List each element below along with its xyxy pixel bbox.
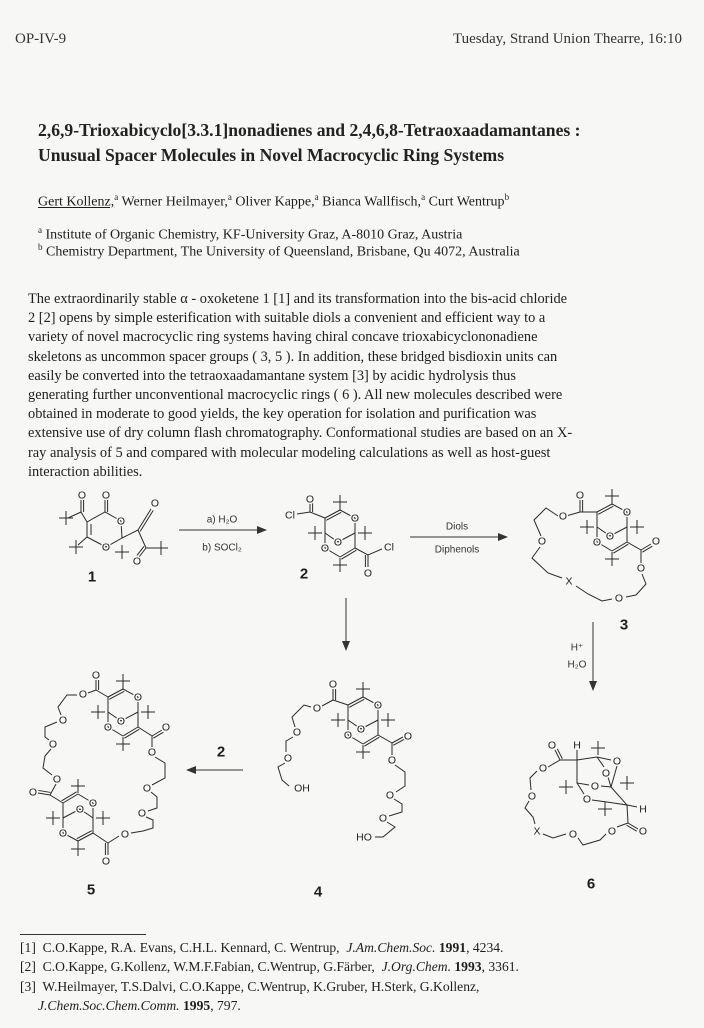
compound-label-4: 4: [313, 883, 323, 901]
atom-label-o: O: [592, 536, 602, 549]
ref-year: 1995: [183, 997, 211, 1013]
ref-page: , 797.: [210, 997, 241, 1013]
compound-label-5: 5: [86, 881, 96, 899]
atom-label-o: O: [305, 493, 315, 506]
reference-item: [20, 977, 519, 1016]
double-bond: [628, 823, 638, 829]
atom-label-o: O: [91, 669, 101, 682]
bond: [611, 766, 617, 787]
bond: [278, 763, 289, 786]
atom-label-o: O: [350, 512, 360, 525]
author-affil: b: [504, 192, 510, 202]
atom-label-o: O: [320, 542, 330, 555]
abstract-line: ray analysis of 5 and compared with molecular modeling calculations as well as host-guest: [28, 444, 551, 461]
bond: [138, 727, 152, 736]
bond: [543, 834, 566, 838]
bond: [50, 795, 63, 803]
footnote-divider: [20, 934, 146, 935]
abstract-line: easily be converted into the tetraoxaadamantane system [3] by acidic hydrolysis thus: [28, 367, 516, 384]
bond: [45, 722, 57, 740]
title-line-2: Unusual Spacer Molecules in Novel Macrocyclic Ring Systems: [38, 145, 505, 165]
author-affil: a: [421, 192, 426, 202]
atom-label-x: X: [565, 575, 573, 588]
bond: [626, 574, 646, 597]
atom-label-o: O: [538, 762, 548, 775]
atom-label-o: O: [537, 535, 547, 548]
bond: [152, 757, 165, 785]
atom-label-o: O: [605, 530, 615, 543]
atom-label-o: O: [582, 793, 592, 806]
atom-label-o: O: [48, 738, 58, 751]
abstract-line: extensive use of dry column flash chromatography. Conformational studies are based on an X-: [28, 425, 573, 442]
ref-number: [3]: [20, 978, 36, 994]
bond: [389, 799, 402, 816]
atom-label-o: O: [147, 746, 157, 759]
atom-label-x: X: [533, 825, 541, 838]
atom-label-o: O: [116, 715, 126, 728]
ref-year: 1991: [438, 940, 467, 955]
atom-label-o: O: [378, 812, 388, 825]
affil-mark: a: [38, 225, 42, 235]
bond: [577, 783, 584, 794]
bond: [68, 512, 81, 518]
atom-label-h: H: [573, 739, 581, 752]
abstract-line: variety of novel macrocyclic ring systems having chiral concave trioxabicyclononadiene: [28, 329, 538, 346]
bond: [50, 784, 56, 795]
author-name: Gert Kollenz,: [38, 194, 115, 210]
atom-label-o: O: [614, 592, 624, 605]
ref-journal: J.Am.Chem.Soc.: [346, 940, 436, 955]
author-name: Curt Wentrup: [428, 194, 505, 210]
double-bond: [555, 750, 560, 760]
double-bond: [138, 509, 151, 530]
double-bond: [38, 790, 50, 792]
bond: [96, 690, 108, 697]
bond: [88, 690, 96, 693]
atom-label-o: O: [133, 691, 143, 704]
author-affil: a: [227, 192, 232, 202]
reagent-water: H₂O: [567, 659, 587, 671]
atom-label-o: O: [601, 767, 611, 780]
atom-label-o: O: [607, 825, 617, 838]
reagent-diphenols: Diphenols: [434, 544, 480, 556]
atom-label-o: O: [142, 782, 152, 795]
bond: [78, 537, 87, 545]
bond: [297, 512, 325, 518]
bond: [548, 760, 560, 767]
ref-number: [1]: [20, 940, 36, 955]
atom-label-o: O: [75, 803, 85, 816]
atom-label-o: O: [132, 555, 142, 568]
double-bond: [152, 730, 162, 736]
bond: [58, 695, 77, 715]
reference-item: [20, 938, 519, 957]
atom-label-o: O: [150, 497, 160, 510]
reference-list: [20, 938, 519, 1015]
ref-page: , 4234.: [466, 940, 504, 955]
atom-label-o: O: [116, 515, 126, 528]
ref-year: 1993: [454, 959, 482, 975]
ref-authors: C.O.Kappe, R.A. Evans, C.H.L. Kennard, C. Wentrup,: [42, 940, 340, 955]
bond: [530, 771, 537, 790]
atom-label-o: O: [343, 729, 353, 742]
bond: [43, 749, 52, 775]
atom-label-o: O: [58, 827, 68, 840]
bond: [138, 530, 146, 548]
author-affil: a: [114, 192, 119, 202]
atom-label-o: O: [28, 786, 38, 799]
bond: [93, 833, 108, 843]
abstract-line: generating further unconventional macrocyclic rings ( 6 ). All new molecules described were: [28, 387, 563, 404]
session-schedule: Tuesday, Strand Union Thearre, 16:10: [453, 31, 682, 47]
atom-label-o: O: [638, 825, 648, 838]
atom-label-o: O: [161, 721, 171, 734]
atom-label-o: O: [385, 789, 395, 802]
double-bond: [627, 825, 637, 831]
compound-label-6: 6: [586, 875, 596, 893]
atom-label-o: O: [575, 489, 585, 502]
author-affil: a: [314, 192, 319, 202]
atom-label-o: O: [101, 855, 111, 868]
bond: [395, 765, 405, 792]
atom-label-o: O: [77, 489, 87, 502]
author-name: Oliver Kappe,: [235, 194, 315, 210]
bond: [577, 760, 589, 785]
reagent-socl2: b) SOCl₂: [202, 542, 242, 554]
bond: [576, 586, 612, 601]
bond: [627, 542, 641, 550]
bond: [534, 508, 558, 536]
abstract-line: obtained in moderate to good yields, the key operation for isolation and purification was: [28, 406, 537, 423]
atom-label-o: O: [547, 739, 557, 752]
ref-journal: J.Org.Chem.: [381, 959, 451, 975]
atom-label-o: O: [387, 754, 397, 767]
reagent-acid: H⁺: [570, 642, 584, 654]
atom-label-o: O: [137, 807, 147, 820]
atom-label-o: O: [558, 510, 568, 523]
bond: [532, 547, 562, 578]
author-name: Bianca Wallfisch,: [322, 194, 422, 210]
bond: [122, 530, 138, 538]
bond: [108, 836, 119, 843]
bond: [81, 512, 87, 522]
bond: [148, 792, 157, 811]
atom-label-o: O: [78, 688, 88, 701]
affil-text: Chemistry Department, The University of Queensland, Brisbane, Qu 4072, Australia: [46, 244, 520, 260]
atom-label-o: O: [312, 702, 322, 715]
affil-text: Institute of Organic Chemistry, KF-University Graz, A-8010 Graz, Austria: [45, 227, 463, 243]
bond: [617, 823, 628, 827]
compound-label-1: 1: [87, 568, 97, 586]
atom-label-o: O: [373, 699, 383, 712]
atom-label-o: O: [356, 723, 366, 736]
reference-item: [20, 957, 519, 976]
atom-label-o: O: [58, 714, 68, 727]
bond: [286, 737, 293, 752]
bond: [578, 834, 606, 845]
atom-label-oh: OH: [294, 782, 310, 795]
atom-label-o: O: [52, 773, 62, 786]
abstract-line: The extraordinarily stable α - oxoketene 1 [1] and its transformation into the bis-acid chloride: [28, 291, 568, 307]
ref-authors: C.O.Kappe, G.Kollenz, W.M.F.Fabian, C.Wentrup, G.Färber,: [42, 959, 375, 975]
atom-label-o: O: [590, 780, 600, 793]
double-bond: [557, 749, 562, 759]
compound-label-2: 2: [299, 565, 309, 583]
affil-mark: b: [38, 242, 43, 252]
double-bond: [393, 739, 404, 745]
bond: [566, 512, 580, 516]
atom-label-cl: Cl: [285, 509, 295, 522]
bond: [577, 757, 611, 760]
reagent-h2o: a) H₂O: [206, 514, 238, 526]
bond: [333, 700, 348, 705]
abstract-line: 2 [2] opens by simple esterification with suitable diols a convenient and efficient way to a: [28, 310, 546, 327]
atom-label-o: O: [333, 536, 343, 549]
abstract-line: skeletons as uncommon spacer groups ( 3, 5 ). In addition, these bridged bisdioxin units can: [28, 348, 558, 365]
atom-label-o: O: [103, 721, 113, 734]
abstract-line: interaction abilities.: [28, 463, 143, 480]
atom-label-h: H: [639, 803, 647, 816]
ref-authors: W.Heilmayer, T.S.Dalvi, C.O.Kappe, C.Wentrup, K.Gruber, H.Sterk, G.Kollenz,: [42, 978, 480, 994]
bond: [525, 801, 535, 824]
bond: [627, 805, 628, 823]
atom-label-cl: Cl: [384, 541, 394, 554]
atom-label-o: O: [88, 797, 98, 810]
atom-label-ho: HO: [356, 831, 372, 844]
compound-label-3: 3: [619, 616, 629, 634]
atom-label-o: O: [363, 567, 373, 580]
atom-label-o: O: [101, 541, 111, 554]
double-bond: [642, 546, 652, 552]
ref-page: , 3361.: [481, 959, 519, 975]
double-bond: [140, 510, 153, 531]
atom-label-o: O: [292, 726, 302, 739]
ref-number: [2]: [20, 959, 36, 975]
bond: [378, 735, 392, 743]
atom-label-o: O: [612, 755, 622, 768]
atom-label-o: O: [283, 752, 293, 765]
double-bond: [38, 793, 50, 795]
double-bond: [641, 544, 651, 550]
atom-label-o: O: [328, 678, 338, 691]
ref-journal: J.Chem.Soc.Chem.Comm.: [38, 997, 180, 1013]
bond: [322, 700, 333, 706]
atom-label-o: O: [527, 790, 537, 803]
title-line-1: 2,6,9-Trioxabicyclo[3.3.1]nonadienes and 2,4,6,8-Tetraoxaadamantanes :: [38, 120, 581, 140]
atom-label-o: O: [568, 828, 578, 841]
session-code: OP-IV-9: [15, 31, 67, 47]
reagent-diols: Diols: [445, 521, 469, 533]
bond: [627, 805, 637, 807]
atom-label-o: O: [403, 730, 413, 743]
bond: [355, 548, 382, 555]
atom-label-o: O: [636, 562, 646, 575]
bond: [292, 705, 311, 727]
author-name: Werner Heilmayer,: [121, 194, 228, 210]
reagent-compound-2: 2: [216, 743, 226, 761]
double-bond: [392, 737, 403, 743]
atom-label-o: O: [651, 535, 661, 548]
atom-label-o: O: [120, 828, 130, 841]
double-bond: [137, 546, 144, 555]
atom-label-o: O: [622, 506, 632, 519]
atom-label-o: O: [101, 489, 111, 502]
